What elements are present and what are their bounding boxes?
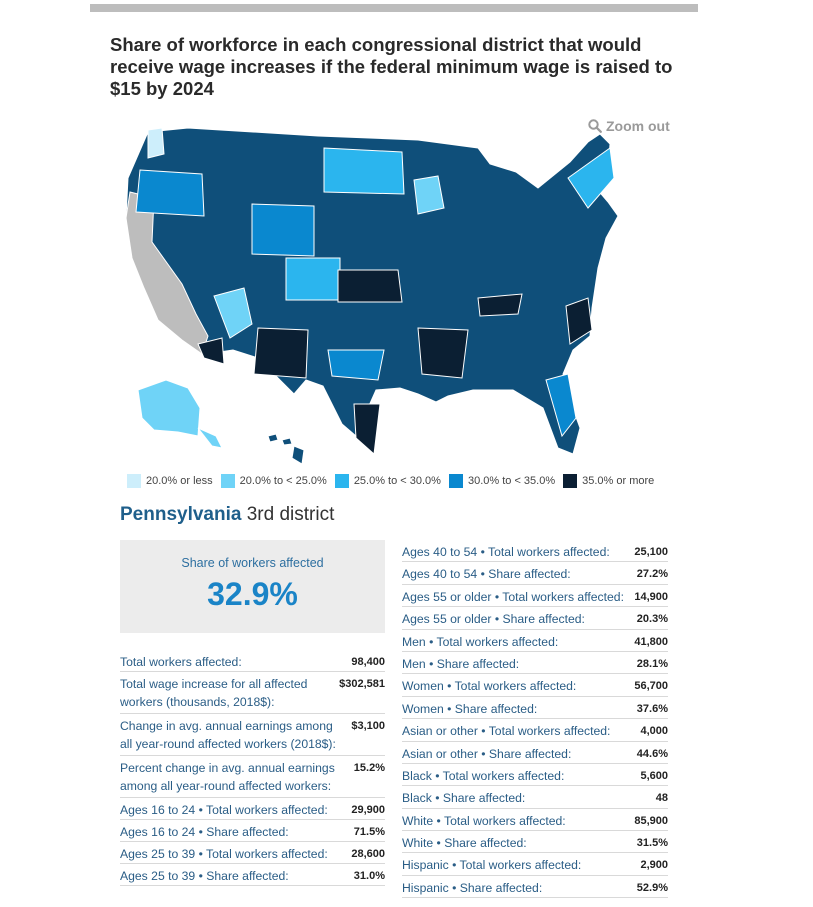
map-region-level5-south-texas[interactable] (354, 404, 380, 454)
district-state: Pennsylvania (120, 504, 242, 525)
stat-label: Ages 16 to 24 • Share affected: (120, 825, 289, 839)
stat-row (402, 607, 668, 629)
stat-label: Percent change in avg. annual earnings among all year-round affected workers: (120, 761, 335, 793)
map-alaska[interactable] (138, 380, 200, 436)
stat-label: Women • Total workers affected: (402, 679, 577, 694)
stat-value: 48 (655, 792, 668, 805)
stat-value: 14,900 (634, 590, 668, 603)
legend-swatch (448, 473, 464, 489)
stat-value: 44.6% (636, 747, 668, 760)
map-region-level3-northwest[interactable] (136, 170, 204, 216)
stat-label: Black • Total workers affected: (402, 768, 565, 783)
legend-swatch (126, 473, 142, 489)
stat-row (120, 672, 385, 714)
stat-row (402, 853, 668, 875)
stat-row (402, 674, 668, 696)
stat-value: 31.0% (353, 870, 385, 882)
stat-value: $3,100 (351, 720, 385, 732)
legend-item (562, 473, 654, 489)
stat-value: 29,900 (351, 804, 385, 816)
stat-value: 2,900 (640, 859, 668, 872)
map-region-level3-colorado[interactable] (286, 258, 340, 300)
map-legend (126, 473, 661, 489)
stat-label: Asian or other • Total workers affected: (402, 724, 611, 739)
right-stats-table (402, 540, 668, 898)
stat-label: Total wage increase for all affected workers (thousands, 2018$): (120, 677, 308, 709)
stat-value: 37.6% (636, 702, 668, 715)
stat-label: Ages 40 to 54 • Share affected: (402, 567, 571, 582)
legend-label: 20.0% or less (146, 475, 213, 487)
stat-value: 71.5% (353, 826, 385, 838)
stat-label: Hispanic • Total workers affected: (402, 858, 582, 873)
stat-row (402, 764, 668, 786)
top-divider-bar (90, 4, 698, 12)
stat-label: Ages 40 to 54 • Total workers affected: (402, 545, 610, 559)
legend-swatch (220, 473, 236, 489)
stat-value: 31.5% (636, 837, 668, 850)
stat-value: 27.2% (636, 568, 668, 581)
stat-value: 5,600 (640, 769, 668, 782)
stat-label: Hispanic • Share affected: (402, 880, 543, 895)
stat-row (402, 540, 668, 562)
share-affected-box (120, 540, 385, 633)
stat-row (120, 820, 385, 842)
stat-label: White • Total workers affected: (402, 813, 566, 828)
stat-label: Ages 16 to 24 • Total workers affected: (120, 803, 328, 817)
map-region-level1-washington[interactable] (148, 128, 164, 158)
legend-label: 20.0% to < 25.0% (239, 475, 327, 487)
stat-value: 15.2% (353, 762, 385, 774)
map-region-level5-mississippi-delta[interactable] (418, 328, 468, 378)
share-affected-label: Share of workers affected (181, 556, 324, 570)
legend-item (334, 473, 441, 489)
stat-row (402, 876, 668, 898)
stat-value: 85,900 (634, 814, 668, 827)
map-alaska-panhandle[interactable] (198, 428, 222, 448)
map-hawaii[interactable] (268, 434, 304, 464)
district-name: 3rd district (246, 504, 335, 525)
stat-row (120, 756, 385, 798)
stat-value: 28,600 (351, 848, 385, 860)
stat-value: 4,000 (640, 725, 668, 738)
legend-label: 35.0% or more (582, 475, 655, 487)
share-affected-value: 32.9% (207, 576, 298, 612)
stat-row (402, 831, 668, 853)
legend-label: 25.0% to < 30.0% (353, 475, 441, 487)
stat-label: White • Share affected: (402, 836, 527, 851)
stat-row (402, 630, 668, 652)
stat-label: Black • Share affected: (402, 791, 526, 806)
map-region-level5-oklahoma[interactable] (338, 270, 402, 302)
map-region-level3-northern-plains[interactable] (324, 148, 404, 194)
stat-row (402, 697, 668, 719)
stat-row (120, 650, 385, 672)
stat-row (402, 719, 668, 741)
legend-item (126, 473, 213, 489)
stat-label: Men • Share affected: (402, 656, 520, 671)
stat-value: $302,581 (339, 678, 385, 690)
map-region-level3-wyoming[interactable] (252, 204, 314, 256)
stat-value: 52.9% (636, 881, 668, 894)
left-stats-table (120, 650, 385, 886)
stat-label: Ages 55 or older • Total workers affected: (402, 589, 624, 604)
legend-swatch (334, 473, 350, 489)
stat-label: Asian or other • Share affected: (402, 746, 572, 761)
stat-label: Ages 55 or older • Share affected: (402, 612, 585, 627)
stat-row (402, 742, 668, 764)
us-congressional-district-map[interactable] (118, 118, 678, 473)
legend-label: 30.0% to < 35.0% (467, 475, 556, 487)
map-region-level2-michigan[interactable] (414, 176, 444, 214)
stat-value: 56,700 (634, 680, 668, 693)
legend-item (220, 473, 327, 489)
district-heading (120, 504, 334, 526)
map-title: Share of workforce in each congressional district that would receive wage increases if the federal minimum wage is raised to $15 by 2024 (110, 34, 673, 99)
stat-row (120, 798, 385, 820)
stat-row (402, 562, 668, 584)
stat-label: Ages 25 to 39 • Total workers affected: (120, 847, 328, 861)
stat-value: 41,800 (634, 635, 668, 648)
stat-row (402, 652, 668, 674)
map-region-level5-arizona[interactable] (254, 328, 308, 378)
stat-row (120, 864, 385, 886)
stat-label: Men • Total workers affected: (402, 634, 559, 649)
stat-row (402, 786, 668, 808)
stat-value: 20.3% (636, 613, 668, 626)
legend-item (448, 473, 555, 489)
stat-value: 98,400 (351, 656, 385, 668)
stat-label: Total workers affected: (120, 655, 242, 669)
stat-label: Ages 25 to 39 • Share affected: (120, 869, 289, 883)
stat-row (120, 714, 385, 756)
stat-value: 28.1% (636, 657, 668, 670)
map-region-level5-appalachia[interactable] (478, 294, 522, 316)
stat-value: 25,100 (634, 546, 668, 558)
zoom-out-label: Zoom out (606, 118, 670, 134)
stat-label: Women • Share affected: (402, 701, 538, 716)
stat-row (120, 842, 385, 864)
legend-swatch (562, 473, 578, 489)
stat-row (402, 809, 668, 831)
stat-row (402, 585, 668, 607)
map-region-level3-texas-central[interactable] (328, 350, 384, 380)
stat-label: Change in avg. annual earnings among all year-round affected workers (2018$): (120, 719, 336, 751)
